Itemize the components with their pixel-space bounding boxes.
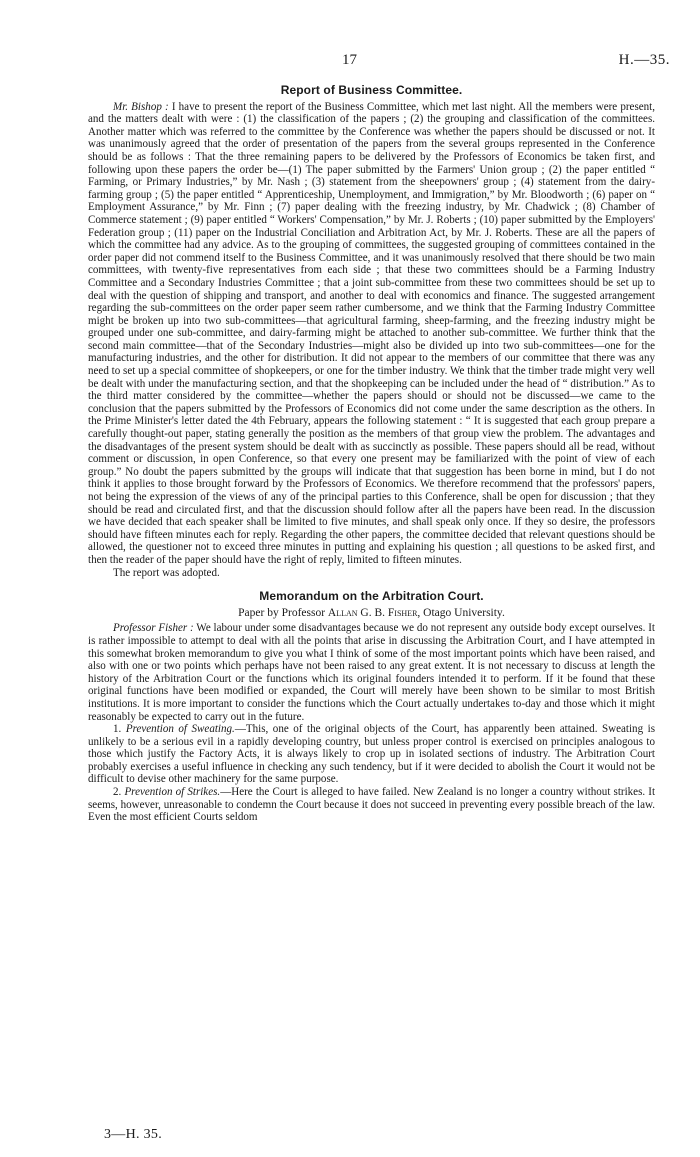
item-2-title: Prevention of Strikes.	[124, 786, 221, 799]
item-2-text: —Here the Court is alleged to have failed. New Zealand is no longer a country without strikes. It seems, however, unreasonable to condemn the Court because it does not succeed in preventing every possible breach of the law. Even the most efficient Courts seldom	[88, 786, 656, 824]
page-footer-signature: 3—H. 35.	[104, 1127, 163, 1142]
memo-byline	[88, 607, 655, 620]
report-paragraph	[88, 101, 655, 567]
page-header	[86, 52, 670, 72]
byline-prefix: Paper by Professor	[238, 606, 326, 619]
memo-text: We labour under some disadvantages because we do not represent any outside body except ourselves. It is rather impossible to attempt to deal with all the points that arise in discussing the Arbitration Court, and I have attempted in this somewhat broken memorandum to give you what I think of some of the most important points which have been raised, and also with one or two points which perhaps have not been raised to any great extent. It is not necessary to discuss at length the history of the Arbitration Court or the functions which its original founders intended it to perform. If it be found that these original functions have been modified or expanded, the Court will merely have been shown to be similar to most British institutions. It is more important to consider the functions which the Court actually undertakes to-day and those which it might reasonably be expected to carry out in the future.	[88, 622, 655, 723]
item-1-number: 1.	[113, 723, 122, 736]
item-1-text: —This, one of the original objects of the Court, has apparently been attained. Sweating is unlikely to be a serious evil in a rapidly developing country, but unless proper control is exercised on principles analogous to those which justify the Factory Acts, it is always likely to crop up in isolated sections of industry. The Arbitration Court probably exercises a useful influence in checking any such tendency, but if it were decided to abolish the Court it would not be difficult to devise other machinery for the same purpose.	[88, 723, 655, 786]
byline-author: Allan G. B. Fisher	[327, 606, 418, 619]
item-2-number: 2.	[113, 786, 122, 799]
byline-suffix: , Otago University.	[417, 606, 505, 619]
item-1-title: Prevention of Sweating.	[125, 723, 235, 736]
memo-item-2	[88, 786, 655, 824]
report-speaker: Mr. Bishop :	[113, 100, 169, 113]
report-adopted: The report was adopted.	[113, 566, 220, 579]
memo-paragraph	[88, 622, 655, 723]
document-reference: H.—35.	[618, 52, 670, 68]
page-number: 17	[342, 52, 357, 68]
memo-heading: Memorandum on the Arbitration Court.	[259, 589, 484, 604]
report-heading: Report of Business Committee.	[280, 83, 463, 97]
report-text: I have to present the report of the Business Committee, which met last night. All the members were present, and the matters dealt with were : (1) the classification of the papers ; (2) the grouping and classification of the committees. Another matter which was referred to the committee by the Conference was whether the papers should be discussed or not. It was unanimously agreed that the order of presentation of the papers from the several groups represented in the Conference should be as follows : That the three remaining papers to be delivered by the Professors of Economics be taken first, and following upon these papers the order be—(1) The paper submitted by the Farmers' Union group ; (2) the paper entitled “ Farming, or Primary Industries,” by Mr. Nash ; (3) statement from the sheepowners' group ; (4) statement from the dairy-farming group ; (5) the paper entitled “ Apprenticeship, Unemployment, and Immigration,” by Mr. Bloodworth ; (6) paper on “ Employment Assurance,” by Mr. Finn ; (7) paper dealing with the freezing industry, by Mr. Chadwick ; (8) Chamber of Commerce statement ; (9) paper entitled “ Workers' Compensation,” by Mr. J. Roberts ; (10) paper submitted by the Employers' Federation group ; (11) paper on the Industrial Conciliation and Arbitration Act, by Mr. J. Roberts. These are all the papers of which the committee had any advice. As to the grouping of committees, the suggested grouping of committees contained in the order paper did not commend itself to the Business Committee, and it was unanimously resolved that there should be two main committees, with twenty-five representatives from each side ; that these two committees should be a Farming Industry Committee and a Secondary Industries Committee ; that a joint sub-committee from these two committees should be set up to deal with the question of shipping and transport, and another to deal with economics and finance. The suggested arrangement regarding the sub-committees on the order paper seem rather cumbersome, and we think that the Farming Industry Committee might be broken up into two sub-committees—that agricultural farming, sheep-farming, and the freezing industry might be grouped under one sub-committee, and dairy-farming might be attached to another sub-committee. We further think that the second main committee—that of the Secondary Industries—might also be divided up into two sub-committees—one for the manufacturing industries, and the other for distribution. It did not appear to the members of our committee that there was any need to set up a special committee of shopkeepers, or one for the timber industry. We think that the timber trade might very well be dealt with under the manufacturing section, and that the shopkeeping can be included under the head of “ distribution.” As to the third matter considered by the committee—whether the papers should or should not be discussed—we came to the conclusion that the papers submitted by the Professors of Economics did not come under the same description as the others. In the Prime Minister's letter dated the 4th February, appears the following statement : “ It is suggested that each group prepare a carefully thought-out paper, stating generally the position as the members of that group view the problem. The advantages and the disadvantages of the present system should be dealt with as succinctly as possible. These papers should all be read, without comment or discussion, in open Conference, so that every one present may be familiarized with the point of view of each group.” No doubt the papers submitted by the groups will indicate that that suggestion has been borne in mind, but I do not think it applies to those brought forward by the Professors of Economics. We therefore recommend that the professors' papers, not being the expression of the views of any of the principal parties to this Conference, shall be open for discussion ; that they should be read and circulated first, and that the discussion should follow after all the papers have been read. In the discussion we have decided that each speaker shall be limited to five minutes, and shall speak only once. If they so desire, the professors should have fifteen minutes each for reply. Regarding the other papers, the committee decided that relevant questions should be allowed, the questioner not to exceed three minutes in putting and explaining his question ; all questions to be asked first, and then the reader of the paper should have the right of reply, limited to fifteen minutes.	[88, 100, 655, 566]
memo-speaker: Professor Fisher :	[113, 622, 194, 635]
memo-item-1	[88, 723, 655, 786]
page-body	[88, 84, 655, 824]
